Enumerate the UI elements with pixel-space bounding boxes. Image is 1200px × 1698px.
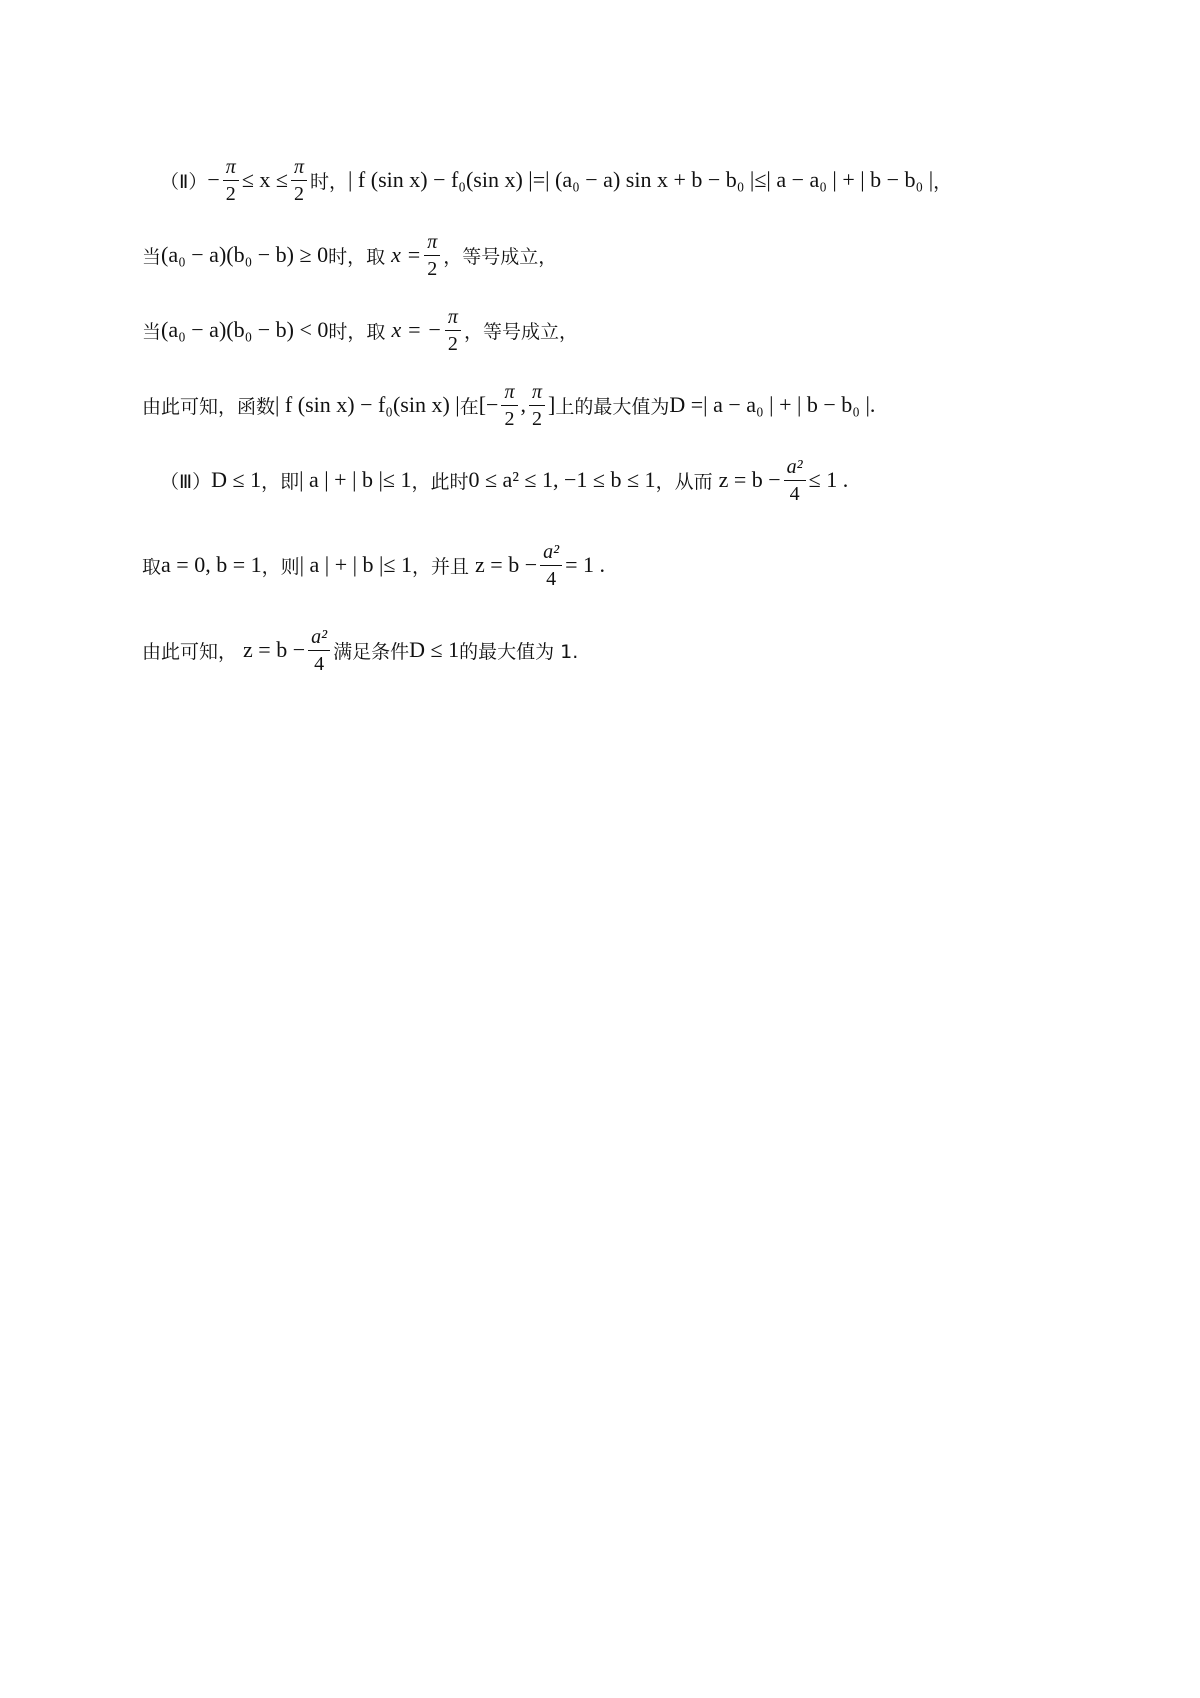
range-text: ≤ x ≤ bbox=[241, 167, 288, 192]
z-expression: z = b − bbox=[718, 467, 781, 492]
line-example bbox=[142, 525, 605, 605]
interval-comma: , bbox=[520, 392, 526, 417]
line-part2-inequality bbox=[160, 140, 952, 220]
x-equals: x = − bbox=[391, 317, 442, 342]
max-value-expression: D =| a − a₀ | + | b − b₀ |. bbox=[669, 392, 876, 417]
function-abs: | f (sin x) − f₀(sin x) | bbox=[275, 392, 460, 417]
fraction-denominator: 2 bbox=[504, 407, 515, 430]
text-cishi: ，此时 bbox=[411, 470, 469, 493]
part3-mark: （Ⅲ） bbox=[160, 470, 212, 493]
fraction-denominator: 4 bbox=[314, 652, 325, 675]
fraction-denominator: 2 bbox=[532, 407, 543, 430]
text-satisfies: 满足条件 bbox=[333, 640, 410, 663]
text-shi: 时， bbox=[310, 170, 349, 193]
fraction-pi-over-2 bbox=[529, 382, 545, 429]
fraction-denominator: 4 bbox=[789, 482, 800, 505]
line-final-conclusion bbox=[142, 610, 578, 690]
text-shi-qu: 时，取 bbox=[328, 245, 386, 268]
fraction-denominator: 2 bbox=[447, 332, 458, 355]
fraction-denominator: 4 bbox=[546, 567, 557, 590]
range-expression: 0 ≤ a² ≤ 1, −1 ≤ b ≤ 1 bbox=[468, 467, 656, 492]
fraction-pi-over-2 bbox=[291, 157, 307, 204]
line-case-negative bbox=[142, 290, 578, 370]
case-condition: (a₀ − a)(b₀ − b) ≥ 0 bbox=[161, 242, 329, 267]
case-condition: (a₀ − a)(b₀ − b) < 0 bbox=[161, 317, 329, 342]
fraction-pi-over-2 bbox=[445, 307, 461, 354]
text-bingqie: ，并且 bbox=[412, 555, 470, 578]
fraction-pi-over-2 bbox=[223, 157, 239, 204]
condition-d: D ≤ 1 bbox=[211, 467, 262, 492]
condition-d: D ≤ 1 bbox=[409, 637, 460, 662]
fraction-denominator: 2 bbox=[427, 257, 438, 280]
x-equals: x = bbox=[391, 242, 422, 267]
text-ze: ，则 bbox=[261, 555, 300, 578]
fraction-a2-over-4 bbox=[540, 542, 562, 589]
fraction-numerator: π bbox=[223, 157, 239, 181]
fraction-a2-over-4 bbox=[308, 627, 330, 674]
line-part3-condition bbox=[160, 440, 848, 520]
fraction-numerator: π bbox=[291, 157, 307, 181]
text-zai: 在 bbox=[459, 395, 479, 418]
text-ji: ，即 bbox=[261, 470, 300, 493]
minus-sign: − bbox=[207, 167, 220, 192]
z-expression: z = b − bbox=[475, 552, 538, 577]
abs-sum: | a | + | b |≤ 1 bbox=[299, 467, 412, 492]
text-final-answer: 的最大值为 1. bbox=[459, 640, 579, 663]
text-equality-holds: ，等号成立， bbox=[463, 320, 578, 343]
fraction-numerator: π bbox=[501, 382, 517, 406]
text-congr: ，从而 bbox=[655, 470, 713, 493]
text-shi-qu: 时，取 bbox=[328, 320, 386, 343]
equality-text: = 1 . bbox=[565, 552, 606, 577]
fraction-numerator: a² bbox=[784, 457, 806, 481]
z-expression: z = b − bbox=[243, 637, 306, 662]
inequality-expression: | f (sin x) − f₀(sin x) |=| (a₀ − a) sin x + b − b₀ |≤| a − a₀ | + | b − b₀ | bbox=[348, 167, 934, 192]
text-equality-holds: ，等号成立， bbox=[443, 245, 558, 268]
text-conclusion-head: 由此可知， bbox=[142, 640, 238, 663]
text-max-value: 上的最大值为 bbox=[555, 395, 670, 418]
text-qu: 取 bbox=[142, 555, 162, 578]
fraction-numerator: a² bbox=[308, 627, 330, 651]
fraction-a2-over-4 bbox=[784, 457, 806, 504]
text-conclusion-head: 由此可知，函数 bbox=[142, 395, 276, 418]
fraction-pi-over-2 bbox=[424, 232, 440, 279]
fraction-numerator: π bbox=[529, 382, 545, 406]
part2-mark: （Ⅱ） bbox=[160, 170, 208, 193]
fraction-numerator: π bbox=[424, 232, 440, 256]
fraction-numerator: a² bbox=[540, 542, 562, 566]
fraction-denominator: 2 bbox=[293, 182, 304, 205]
fraction-pi-over-2 bbox=[501, 382, 517, 429]
interval-open: [− bbox=[478, 392, 499, 417]
line-case-nonnegative bbox=[142, 215, 557, 295]
fraction-numerator: π bbox=[445, 307, 461, 331]
fraction-denominator: 2 bbox=[225, 182, 236, 205]
abs-sum: | a | + | b |≤ 1 bbox=[299, 552, 412, 577]
example-values: a = 0, b = 1 bbox=[161, 552, 262, 577]
text-dang: 当 bbox=[142, 245, 162, 268]
comma: ， bbox=[933, 170, 953, 193]
interval-close: ] bbox=[548, 392, 556, 417]
line-max-value bbox=[142, 365, 875, 445]
bound-text: ≤ 1 . bbox=[808, 467, 849, 492]
text-dang: 当 bbox=[142, 320, 162, 343]
